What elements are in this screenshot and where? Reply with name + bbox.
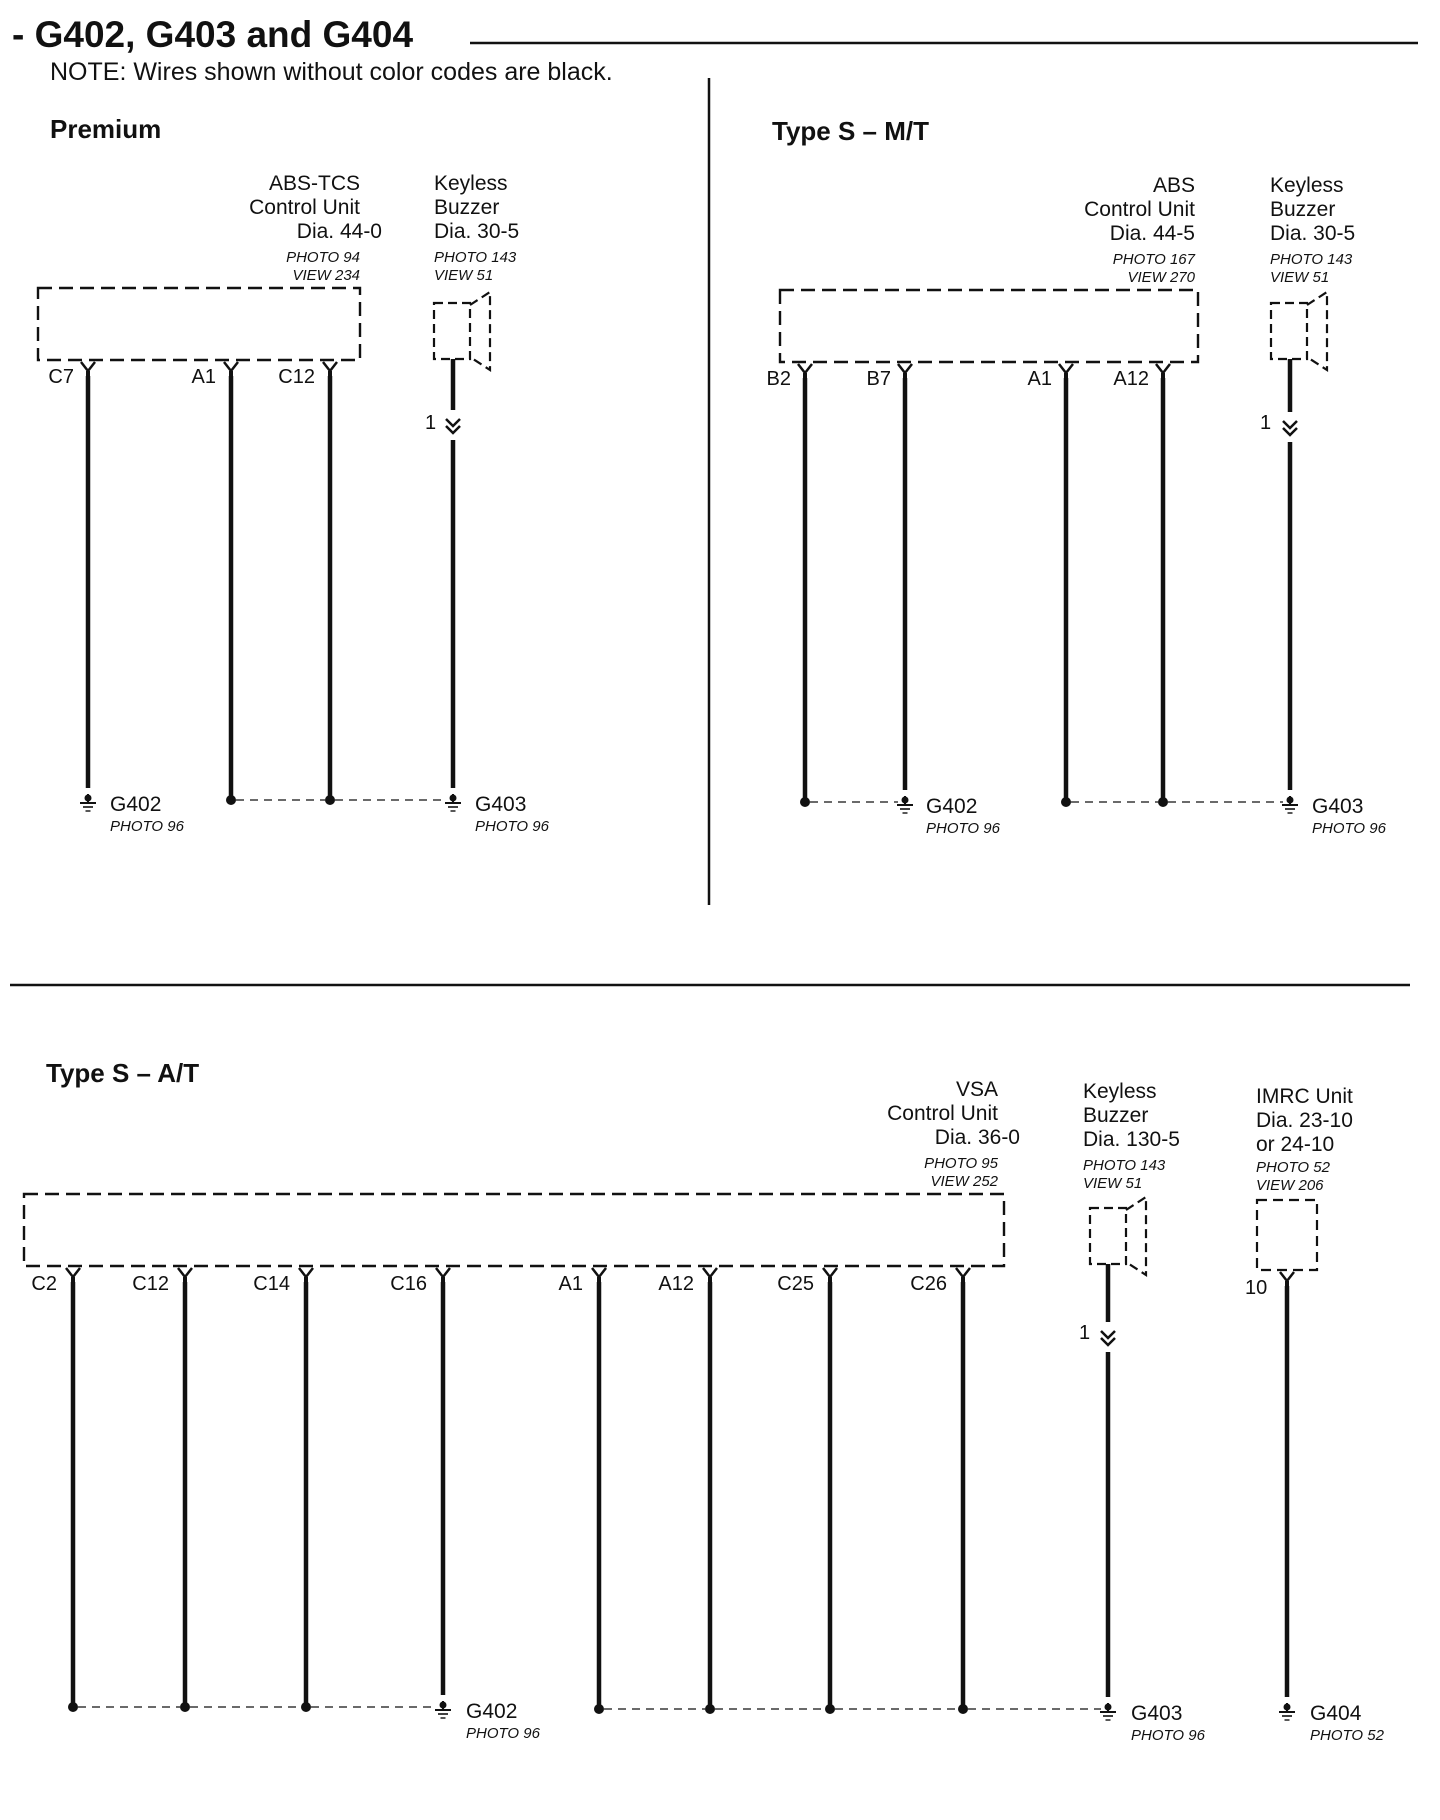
at-unit-view: VIEW 252: [930, 1173, 998, 1190]
ground-icon: [1100, 1703, 1116, 1720]
imrc-dia: Dia. 23-10: [1256, 1109, 1353, 1132]
imrc-name: IMRC Unit: [1256, 1085, 1353, 1108]
at-buzzer-name1: Keyless: [1083, 1080, 1157, 1103]
pin-label: A12: [658, 1273, 694, 1295]
ground-icon: [435, 1701, 451, 1718]
ground-label: G402: [110, 793, 162, 816]
ground-icon: [1279, 1703, 1295, 1720]
note-text: NOTE: Wires shown without color codes are black.: [50, 58, 613, 86]
ground-photo: PHOTO 96: [475, 818, 549, 835]
premium-buzzer-name1: Keyless: [434, 172, 508, 195]
abs-unit-box: [780, 290, 1198, 362]
ground-photo: PHOTO 52: [1310, 1727, 1384, 1744]
mt-unit-photo: PHOTO 167: [1112, 251, 1195, 268]
at-buzzer-dia: Dia. 130-5: [1083, 1128, 1180, 1151]
pin-label: 1: [1260, 412, 1272, 434]
keyless-buzzer-symbol: [1271, 292, 1327, 370]
mt-buzzer-view: VIEW 51: [1270, 269, 1330, 286]
ground-label: G404: [1310, 1702, 1362, 1725]
at-unit-dia: Dia. 36-0: [934, 1126, 1020, 1149]
premium-unit-dia: Dia. 44-0: [296, 220, 382, 243]
ground-icon: [445, 794, 461, 811]
pin-label: C12: [132, 1273, 169, 1295]
vsa-unit-box: [24, 1194, 1004, 1266]
premium-buzzer-name2: Buzzer: [434, 196, 500, 219]
pin-label: C16: [390, 1273, 427, 1295]
keyless-buzzer-symbol: [434, 292, 490, 370]
mt-unit-name1: ABS: [1152, 174, 1195, 197]
premium-buzzer-photo: PHOTO 143: [434, 249, 517, 266]
type-s-mt-diagram: [780, 290, 1327, 813]
premium-diagram: [38, 288, 490, 811]
premium-unit-view: VIEW 234: [292, 267, 360, 284]
pin-label: C25: [777, 1273, 814, 1295]
ground-photo: PHOTO 96: [466, 1725, 540, 1742]
pin-label: C12: [278, 366, 315, 388]
at-unit-photo: PHOTO 95: [924, 1155, 998, 1172]
type-s-at-heading: Type S – A/T: [46, 1058, 200, 1088]
pin-label: A12: [1113, 368, 1149, 390]
mt-unit-name2: Control Unit: [1084, 198, 1195, 221]
abs-tcs-unit-box: [38, 288, 360, 360]
ground-photo: PHOTO 96: [1131, 1727, 1205, 1744]
ground-photo: PHOTO 96: [110, 818, 184, 835]
mt-buzzer-name2: Buzzer: [1270, 198, 1336, 221]
mt-buzzer-dia: Dia. 30-5: [1270, 222, 1356, 245]
keyless-buzzer-symbol: [1090, 1197, 1146, 1275]
ground-label: G403: [1131, 1702, 1183, 1725]
premium-unit-photo: PHOTO 94: [286, 249, 360, 266]
mt-unit-dia: Dia. 44-5: [1109, 222, 1195, 245]
pin-label: 1: [1079, 1322, 1091, 1344]
at-buzzer-view: VIEW 51: [1083, 1175, 1143, 1192]
premium-unit-name2: Control Unit: [249, 196, 360, 219]
mt-unit-view: VIEW 270: [1127, 269, 1195, 286]
pin-label: B2: [766, 368, 791, 390]
premium-buzzer-dia: Dia. 30-5: [434, 220, 520, 243]
at-buzzer-name2: Buzzer: [1083, 1104, 1149, 1127]
premium-heading: Premium: [50, 114, 162, 144]
at-unit-name2: Control Unit: [887, 1102, 998, 1125]
pin-label: C26: [910, 1273, 947, 1295]
page-title: - G402, G403 and G404: [12, 14, 414, 55]
ground-icon: [897, 796, 913, 813]
pin-label: C2: [31, 1273, 57, 1295]
ground-photo: PHOTO 96: [1312, 820, 1386, 837]
premium-buzzer-view: VIEW 51: [434, 267, 494, 284]
pin-label: A1: [1027, 368, 1052, 390]
pin-label: 10: [1245, 1277, 1268, 1299]
pin-label: A1: [191, 366, 216, 388]
ground-label: G403: [475, 793, 527, 816]
imrc-view: VIEW 206: [1256, 1177, 1324, 1194]
type-s-mt-heading: Type S – M/T: [772, 116, 929, 146]
ground-label: G402: [926, 795, 978, 818]
at-buzzer-photo: PHOTO 143: [1083, 1157, 1166, 1174]
pin-label: A1: [558, 1273, 583, 1295]
pin-label: 1: [425, 412, 437, 434]
pin-label: C7: [48, 366, 74, 388]
mt-buzzer-photo: PHOTO 143: [1270, 251, 1353, 268]
ground-photo: PHOTO 96: [926, 820, 1000, 837]
ground-icon: [80, 794, 96, 811]
ground-label: G402: [466, 1700, 518, 1723]
ground-label: G403: [1312, 795, 1364, 818]
imrc-dia2: or 24-10: [1256, 1133, 1335, 1156]
premium-unit-name1: ABS-TCS: [268, 172, 360, 195]
mt-buzzer-name1: Keyless: [1270, 174, 1344, 197]
ground-icon: [1282, 796, 1298, 813]
at-unit-name1: VSA: [955, 1078, 998, 1101]
pin-label: B7: [866, 368, 891, 390]
pin-label: C14: [253, 1273, 290, 1295]
imrc-photo: PHOTO 52: [1256, 1159, 1330, 1176]
imrc-unit-box: [1257, 1200, 1317, 1270]
